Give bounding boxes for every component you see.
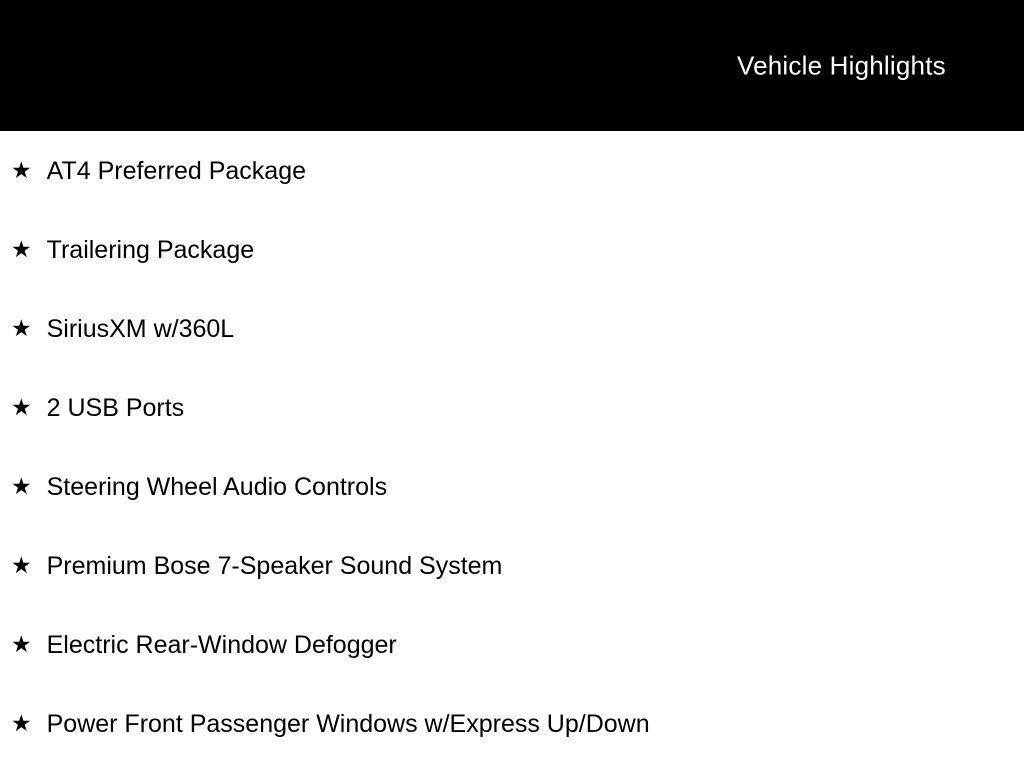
list-item-label: Electric Rear-Window Defogger xyxy=(46,631,397,659)
star-icon: ★ xyxy=(11,395,32,421)
list-item-label: Power Front Passenger Windows w/Express Up/Down xyxy=(46,710,650,738)
highlights-list xyxy=(0,131,1024,764)
page-title: Vehicle Highlights xyxy=(737,50,946,80)
list-item xyxy=(0,211,1024,290)
star-icon: ★ xyxy=(11,553,32,579)
list-item-label: Premium Bose 7-Speaker Sound System xyxy=(46,552,503,580)
star-icon: ★ xyxy=(11,632,32,658)
list-item xyxy=(0,369,1024,448)
star-icon: ★ xyxy=(11,316,32,342)
list-item xyxy=(0,290,1024,369)
list-item xyxy=(0,606,1024,685)
list-item-label: Steering Wheel Audio Controls xyxy=(46,473,388,501)
list-item xyxy=(0,685,1024,764)
list-item-label: SiriusXM w/360L xyxy=(46,315,235,343)
star-icon: ★ xyxy=(11,474,32,500)
list-item-label: AT4 Preferred Package xyxy=(46,157,307,185)
list-item-label: Trailering Package xyxy=(46,236,255,264)
list-item xyxy=(0,132,1024,211)
list-item xyxy=(0,527,1024,606)
star-icon: ★ xyxy=(11,237,32,263)
header-bar xyxy=(0,0,1024,131)
star-icon: ★ xyxy=(11,711,32,737)
star-icon: ★ xyxy=(11,158,32,184)
list-item xyxy=(0,448,1024,527)
list-item-label: 2 USB Ports xyxy=(46,394,185,422)
